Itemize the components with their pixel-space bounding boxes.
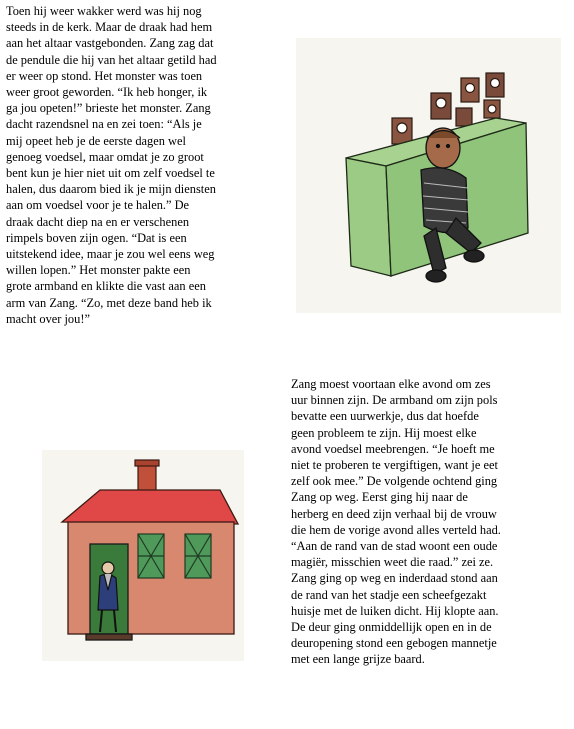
altar-drawing: [296, 38, 561, 313]
text-line: uitstekend idee, maar je zou wel eens weg: [6, 247, 215, 262]
text-line: halen, dus daarom bied ik je mijn diensten: [6, 182, 216, 197]
text-line: dacht razendsnel na en zei toen: “Als je: [6, 117, 202, 132]
text-line: steeds in de kerk. Maar de draak had hem: [6, 20, 213, 35]
text-line: bent kun je hier niet uit om zelf voedsel te: [6, 166, 215, 181]
story-paragraph-1: [6, 3, 217, 327]
text-line: huisje met de luiken dicht. Hij klopte aan.: [291, 603, 499, 618]
text-line: avond voedsel meebrengen. “Je hoeft me: [291, 441, 495, 456]
text-line: Zang op weg. Eerst ging hij naar de: [291, 490, 468, 505]
magician-house-illustration: [42, 450, 244, 661]
text-line: rimpels boven zijn ogen. “Dat is een: [6, 230, 187, 245]
text-line: met een lange grijze baard.: [291, 652, 425, 667]
roof: [62, 490, 238, 524]
text-line: die hem de vorige avond alles verteld had.: [291, 522, 501, 537]
text-line: magiër, misschien weet die raad.” zei ze.: [291, 555, 494, 570]
text-line: er weer op stond. Het monster was toen: [6, 68, 203, 83]
text-line: “Aan de rand van de stad woont een oude: [291, 539, 498, 554]
text-line: mij opeet heb je de eerste dagen wel: [6, 133, 186, 148]
text-line: macht over jou!”: [6, 311, 90, 326]
house-drawing: [42, 450, 244, 661]
text-line: bevatte een uurwerkje, dus dat hoefde: [291, 409, 479, 424]
text-line: niet te proberen te vergiftigen, want je eet: [291, 458, 498, 473]
text-line: De deur ging onmiddellijk open en in de: [291, 620, 492, 635]
text-line: willen lopen.” Het monster pakte een: [6, 263, 191, 278]
text-line: de rand van het stadje een scheefgezakt: [291, 587, 487, 602]
text-line: uur binnen zijn. De armband om zijn pols: [291, 393, 498, 408]
text-line: grote armband en klikte die vast aan een: [6, 279, 206, 294]
text-line: weer groot geworden. “Ik heb honger, ik: [6, 85, 208, 100]
text-line: deuropening stond een gebogen mannetje: [291, 636, 497, 651]
text-line: aan het altaar vastgebonden. Zang zag dat: [6, 36, 214, 51]
story-paragraph-2: [291, 376, 501, 668]
text-line: ga jou opeten!” brieste het monster. Zang: [6, 101, 211, 116]
text-line: Toen hij weer wakker werd was hij nog: [6, 4, 202, 18]
text-line: zelf ook mee.” De volgende ochtend ging: [291, 474, 498, 489]
text-line: Zang ging op weg en inderdaad stond aan: [291, 571, 498, 586]
text-line: aan om voedsel voor je te halen.” De: [6, 198, 190, 213]
text-line: herberg en deed zijn verhaal bij de vrouw: [291, 506, 497, 521]
text-line: de pendule die hij van het altaar getild had: [6, 52, 217, 67]
text-line: genoeg voedsel, maar omdat je zo groot: [6, 149, 204, 164]
zang-tied-to-altar-illustration: [296, 38, 561, 313]
text-line: Zang moest voortaan elke avond om zes: [291, 377, 491, 391]
text-line: geen probleem te zijn. Hij moest elke: [291, 425, 477, 440]
text-line: arm van Zang. “Zo, met deze band heb ik: [6, 295, 212, 310]
text-line: draak dacht diep na en er verschenen: [6, 214, 190, 229]
